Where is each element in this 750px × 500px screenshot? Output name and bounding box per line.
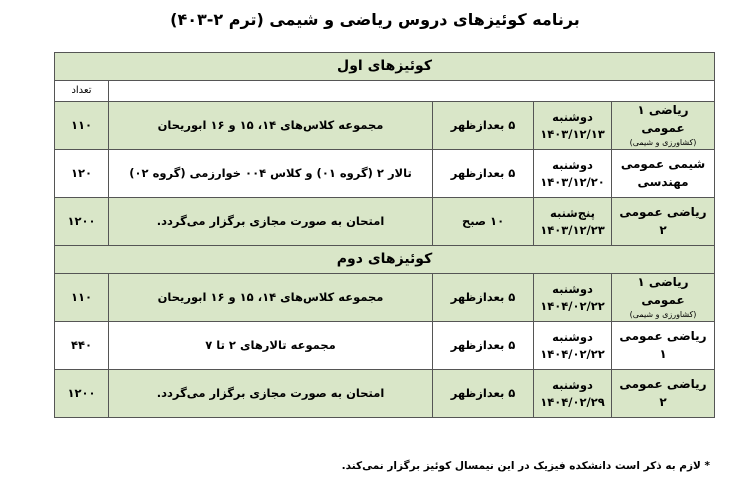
date-label: ۱۴۰۳/۱۲/۱۳: [540, 126, 605, 141]
section-heading: کوئیزهای دوم: [55, 246, 715, 274]
count-cell: ۱۲۰۰: [55, 198, 109, 246]
table-row: [55, 274, 715, 322]
subject-name: شیمی عمومی مهندسی: [620, 157, 706, 189]
subject-name: ریاضی عمومی ۱: [619, 329, 707, 361]
location-cell: مجموعه کلاس‌های ۱۴، ۱۵ و ۱۶ ابوریحان: [109, 274, 433, 322]
subject-cell: [612, 150, 715, 198]
day-label: دوشنبه: [552, 377, 593, 392]
blank-header-cell: [109, 81, 715, 102]
date-cell: [534, 274, 612, 322]
section-header-row: [55, 53, 715, 81]
time-cell: ۵ بعدازظهر: [433, 102, 534, 150]
location-cell: تالار ۲ (گروه ۰۱) و کلاس ۰۰۴ خوارزمی (گروه ۰۲): [109, 150, 433, 198]
date-cell: [534, 150, 612, 198]
time-cell: ۵ بعدازظهر: [433, 150, 534, 198]
table-row: [55, 370, 715, 418]
date-label: ۱۴۰۴/۰۲/۲۲: [540, 298, 605, 313]
count-cell: ۱۲۰: [55, 150, 109, 198]
date-label: ۱۴۰۳/۱۲/۲۳: [540, 222, 605, 237]
subject-cell: [612, 322, 715, 370]
count-header-row: [55, 81, 715, 102]
section-header-row: [55, 246, 715, 274]
page-title: برنامه کوئیزهای دروس ریاضی و شیمی (ترم ۲-۴۰۳): [170, 10, 580, 29]
subject-name: ریاضی عمومی ۲: [619, 205, 707, 237]
table-row: [55, 198, 715, 246]
count-cell: ۱۲۰۰: [55, 370, 109, 418]
subject-note: (کشاورزی و شیمی): [629, 138, 697, 148]
section-heading: کوئیزهای اول: [55, 53, 715, 81]
subject-name: ریاضی ۱ عمومی: [637, 275, 689, 307]
location-cell: مجموعه کلاس‌های ۱۴، ۱۵ و ۱۶ ابوریحان: [109, 102, 433, 150]
date-label: ۱۴۰۴/۰۲/۲۹: [540, 394, 605, 409]
quiz-schedule-table: [54, 52, 715, 418]
count-cell: ۱۱۰: [55, 102, 109, 150]
footnote: * لازم به ذکر است دانشکده فیزیک در این نیمسال کوئیز برگزار نمی‌کند.: [341, 460, 710, 472]
date-cell: [534, 102, 612, 150]
day-label: دوشنبه: [552, 157, 593, 172]
location-cell: امتحان به صورت مجازی برگزار می‌گردد.: [109, 370, 433, 418]
count-cell: ۱۱۰: [55, 274, 109, 322]
count-header: تعداد: [55, 81, 109, 102]
day-label: پنج‌شنبه: [550, 205, 595, 220]
location-cell: امتحان به صورت مجازی برگزار می‌گردد.: [109, 198, 433, 246]
date-label: ۱۴۰۳/۱۲/۲۰: [540, 174, 605, 189]
table-row: [55, 102, 715, 150]
time-cell: ۱۰ صبح: [433, 198, 534, 246]
subject-name: ریاضی عمومی ۲: [619, 377, 707, 409]
subject-cell: [612, 370, 715, 418]
time-cell: ۵ بعدازظهر: [433, 274, 534, 322]
time-cell: ۵ بعدازظهر: [433, 370, 534, 418]
date-label: ۱۴۰۴/۰۲/۲۲: [540, 346, 605, 361]
day-label: دوشنبه: [552, 281, 593, 296]
table-row: [55, 322, 715, 370]
day-label: دوشنبه: [552, 109, 593, 124]
subject-cell: [612, 102, 715, 150]
count-cell: ۴۴۰: [55, 322, 109, 370]
table-row: [55, 150, 715, 198]
subject-cell: [612, 198, 715, 246]
date-cell: [534, 322, 612, 370]
subject-cell: [612, 274, 715, 322]
subject-note: (کشاورزی و شیمی): [629, 310, 697, 320]
location-cell: مجموعه تالارهای ۲ تا ۷: [109, 322, 433, 370]
date-cell: [534, 370, 612, 418]
day-label: دوشنبه: [552, 329, 593, 344]
time-cell: ۵ بعدازظهر: [433, 322, 534, 370]
subject-name: ریاضی ۱ عمومی: [637, 103, 689, 135]
date-cell: [534, 198, 612, 246]
